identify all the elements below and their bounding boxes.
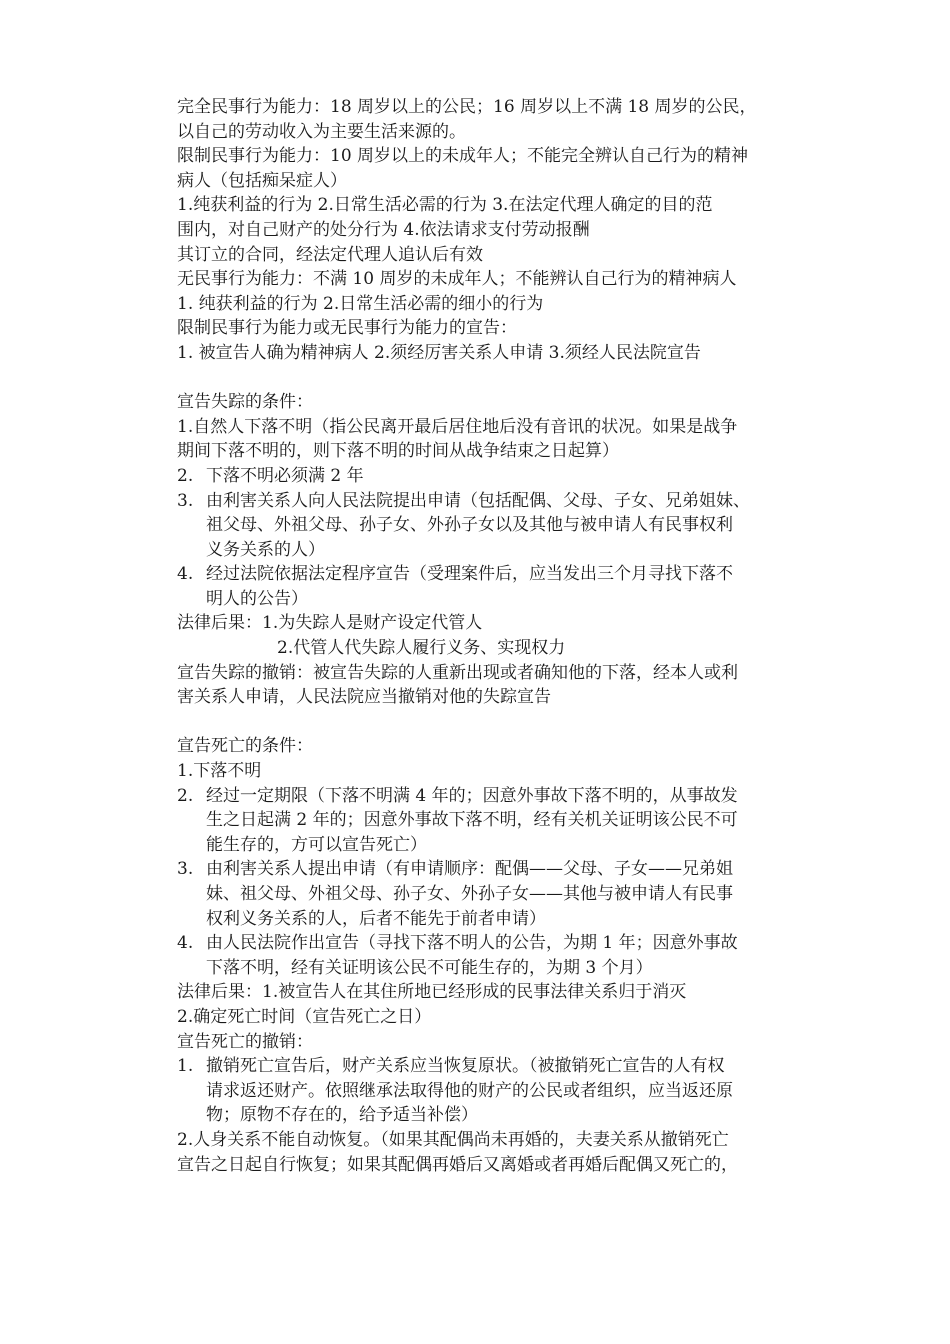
missing-cond-4 — [177, 562, 817, 611]
death-title: 宣告死亡的条件： — [177, 736, 313, 757]
declaration-items: 1. 被宣告人确为精神病人 2.须经厉害关系人申请 3.须经人民法院宣告 — [177, 342, 701, 363]
list-body — [206, 784, 817, 858]
death-revoke-2-line-2: 宣告之日起自行恢复；如果其配偶再婚后又离婚或者再婚后配偶又死亡的， — [177, 1154, 738, 1175]
death-cond-2 — [177, 784, 817, 858]
death-revoke-1 — [177, 1054, 817, 1128]
missing-cond-3-line-2: 祖父母、外祖父母、孙子女、外孙子女以及其他与被申请人有民事权利 — [206, 515, 733, 536]
missing-revoke-line-1: 宣告失踪的撤销：被宣告失踪的人重新出现或者确知他的下落，经本人或利 — [177, 662, 738, 683]
document-body — [177, 95, 817, 1177]
missing-consequence-line-2: 2.代管人代失踪人履行义务、实现权力 — [277, 638, 566, 659]
death-cond-4-line-2: 下落不明，经有关证明该公民不可能生存的，为期 3 个月） — [206, 957, 653, 978]
death-cond-4-line-1: 由人民法院作出宣告（寻找下落不明人的公告，为期 1 年；因意外事故 — [206, 933, 738, 954]
death-section — [177, 734, 817, 1177]
list-number: 2. — [177, 465, 194, 486]
death-cond-2-line-1: 经过一定期限（下落不明满 4 年的；因意外事故下落不明的，从事故发 — [206, 785, 738, 806]
missing-cond-3-line-1: 由利害关系人向人民法院提出申请（包括配偶、父母、子女、兄弟姐妹、 — [206, 490, 750, 511]
death-cond-4 — [177, 931, 817, 980]
death-cond-3 — [177, 857, 817, 931]
missing-cond-2 — [177, 464, 817, 489]
list-number: 1. — [177, 1056, 194, 1077]
missing-revoke-line-2: 害关系人申请，人民法院应当撤销对他的失踪宣告 — [177, 687, 551, 708]
list-number: 2. — [177, 785, 194, 806]
death-cond-1: 1.下落不明 — [177, 761, 262, 782]
death-cond-2-line-3: 能生存的，方可以宣告死亡） — [206, 834, 427, 855]
missing-cond-4-line-1: 经过法院依据法定程序宣告（受理案件后，应当发出三个月寻找下落不 — [206, 564, 733, 585]
no-capacity-acts-line: 1. 纯获利益的行为 2.日常生活必需的细小的行为 — [177, 293, 544, 314]
limited-acts-line-1: 1.纯获利益的行为 2.日常生活必需的行为 3.在法定代理人确定的目的范 — [177, 195, 713, 216]
death-revoke-2-line-1: 2.人身关系不能自动恢复。（如果其配偶尚未再婚的，夫妻关系从撤销死亡 — [177, 1129, 729, 1150]
missing-cond-2-line-1: 下落不明必须满 2 年 — [206, 465, 364, 486]
full-capacity-line-1: 完全民事行为能力：18 周岁以上的公民；16 周岁以上不满 18 周岁的公民， — [177, 97, 757, 117]
missing-cond-1-line-1: 1.自然人下落不明（指公民离开最后居住地后没有音讯的状况。如果是战争 — [177, 416, 738, 437]
missing-title: 宣告失踪的条件： — [177, 392, 313, 413]
death-cond-2-line-2: 生之日起满 2 年的；因意外事故下落不明，经有关机关证明该公民不可 — [206, 810, 738, 831]
death-revoke-title: 宣告死亡的撤销： — [177, 1031, 313, 1052]
death-revoke-1-line-1: 撤销死亡宣告后，财产关系应当恢复原状。（被撤销死亡宣告的人有权 — [206, 1056, 725, 1077]
list-number: 3. — [177, 859, 194, 880]
list-body — [206, 931, 817, 980]
death-consequence-line-2: 2.确定死亡时间（宣告死亡之日） — [177, 1006, 432, 1027]
list-number: 4. — [177, 933, 194, 954]
death-consequence-line-1: 法律后果：1.被宣告人在其住所地已经形成的民事法律关系归于消灭 — [177, 982, 687, 1003]
missing-consequence-line-1: 法律后果：1.为失踪人是财产设定代管人 — [177, 613, 483, 634]
list-number: 4. — [177, 564, 194, 585]
limited-capacity-line-1: 限制民事行为能力：10 周岁以上的未成年人；不能完全辨认自己行为的精神 — [177, 146, 749, 167]
spacer — [177, 366, 817, 391]
capacity-section — [177, 95, 817, 366]
list-body — [206, 857, 817, 931]
list-number: 3. — [177, 490, 194, 511]
missing-cond-1-line-2: 期间下落不明的，则下落不明的时间从战争结束之日起算） — [177, 441, 619, 462]
limited-capacity-line-2: 病人（包括痴呆症人） — [177, 170, 347, 191]
missing-section — [177, 390, 817, 710]
death-cond-3-line-2: 妹、祖父母、外祖父母、孙子女、外孙子女——其他与被申请人有民事 — [206, 884, 733, 904]
list-body — [206, 464, 817, 489]
limited-contract-line: 其订立的合同，经法定代理人追认后有效 — [177, 244, 483, 265]
full-capacity-line-2: 以自己的劳动收入为主要生活来源的。 — [177, 121, 466, 142]
death-revoke-1-line-2: 请求返还财产。依照继承法取得他的财产的公民或者组织，应当返还原 — [206, 1080, 733, 1101]
missing-cond-3-line-3: 义务关系的人） — [206, 539, 325, 560]
declaration-title: 限制民事行为能力或无民事行为能力的宣告： — [177, 318, 517, 339]
death-revoke-1-line-3: 物；原物不存在的，给予适当补偿） — [206, 1105, 478, 1126]
limited-acts-line-2: 围内，对自己财产的处分行为 4.依法请求支付劳动报酬 — [177, 219, 590, 240]
death-cond-3-line-1: 由利害关系人提出申请（有申请顺序：配偶——父母、子女——兄弟姐 — [206, 859, 733, 880]
list-body — [206, 562, 817, 611]
death-cond-3-line-3: 权利义务关系的人，后者不能先于前者申请） — [206, 908, 546, 929]
missing-cond-3 — [177, 489, 817, 563]
no-capacity-line: 无民事行为能力：不满 10 周岁的未成年人；不能辨认自己行为的精神病人 — [177, 269, 737, 290]
missing-cond-4-line-2: 明人的公告） — [206, 588, 308, 609]
list-body — [206, 1054, 817, 1128]
list-body — [206, 489, 817, 563]
spacer — [177, 710, 817, 735]
